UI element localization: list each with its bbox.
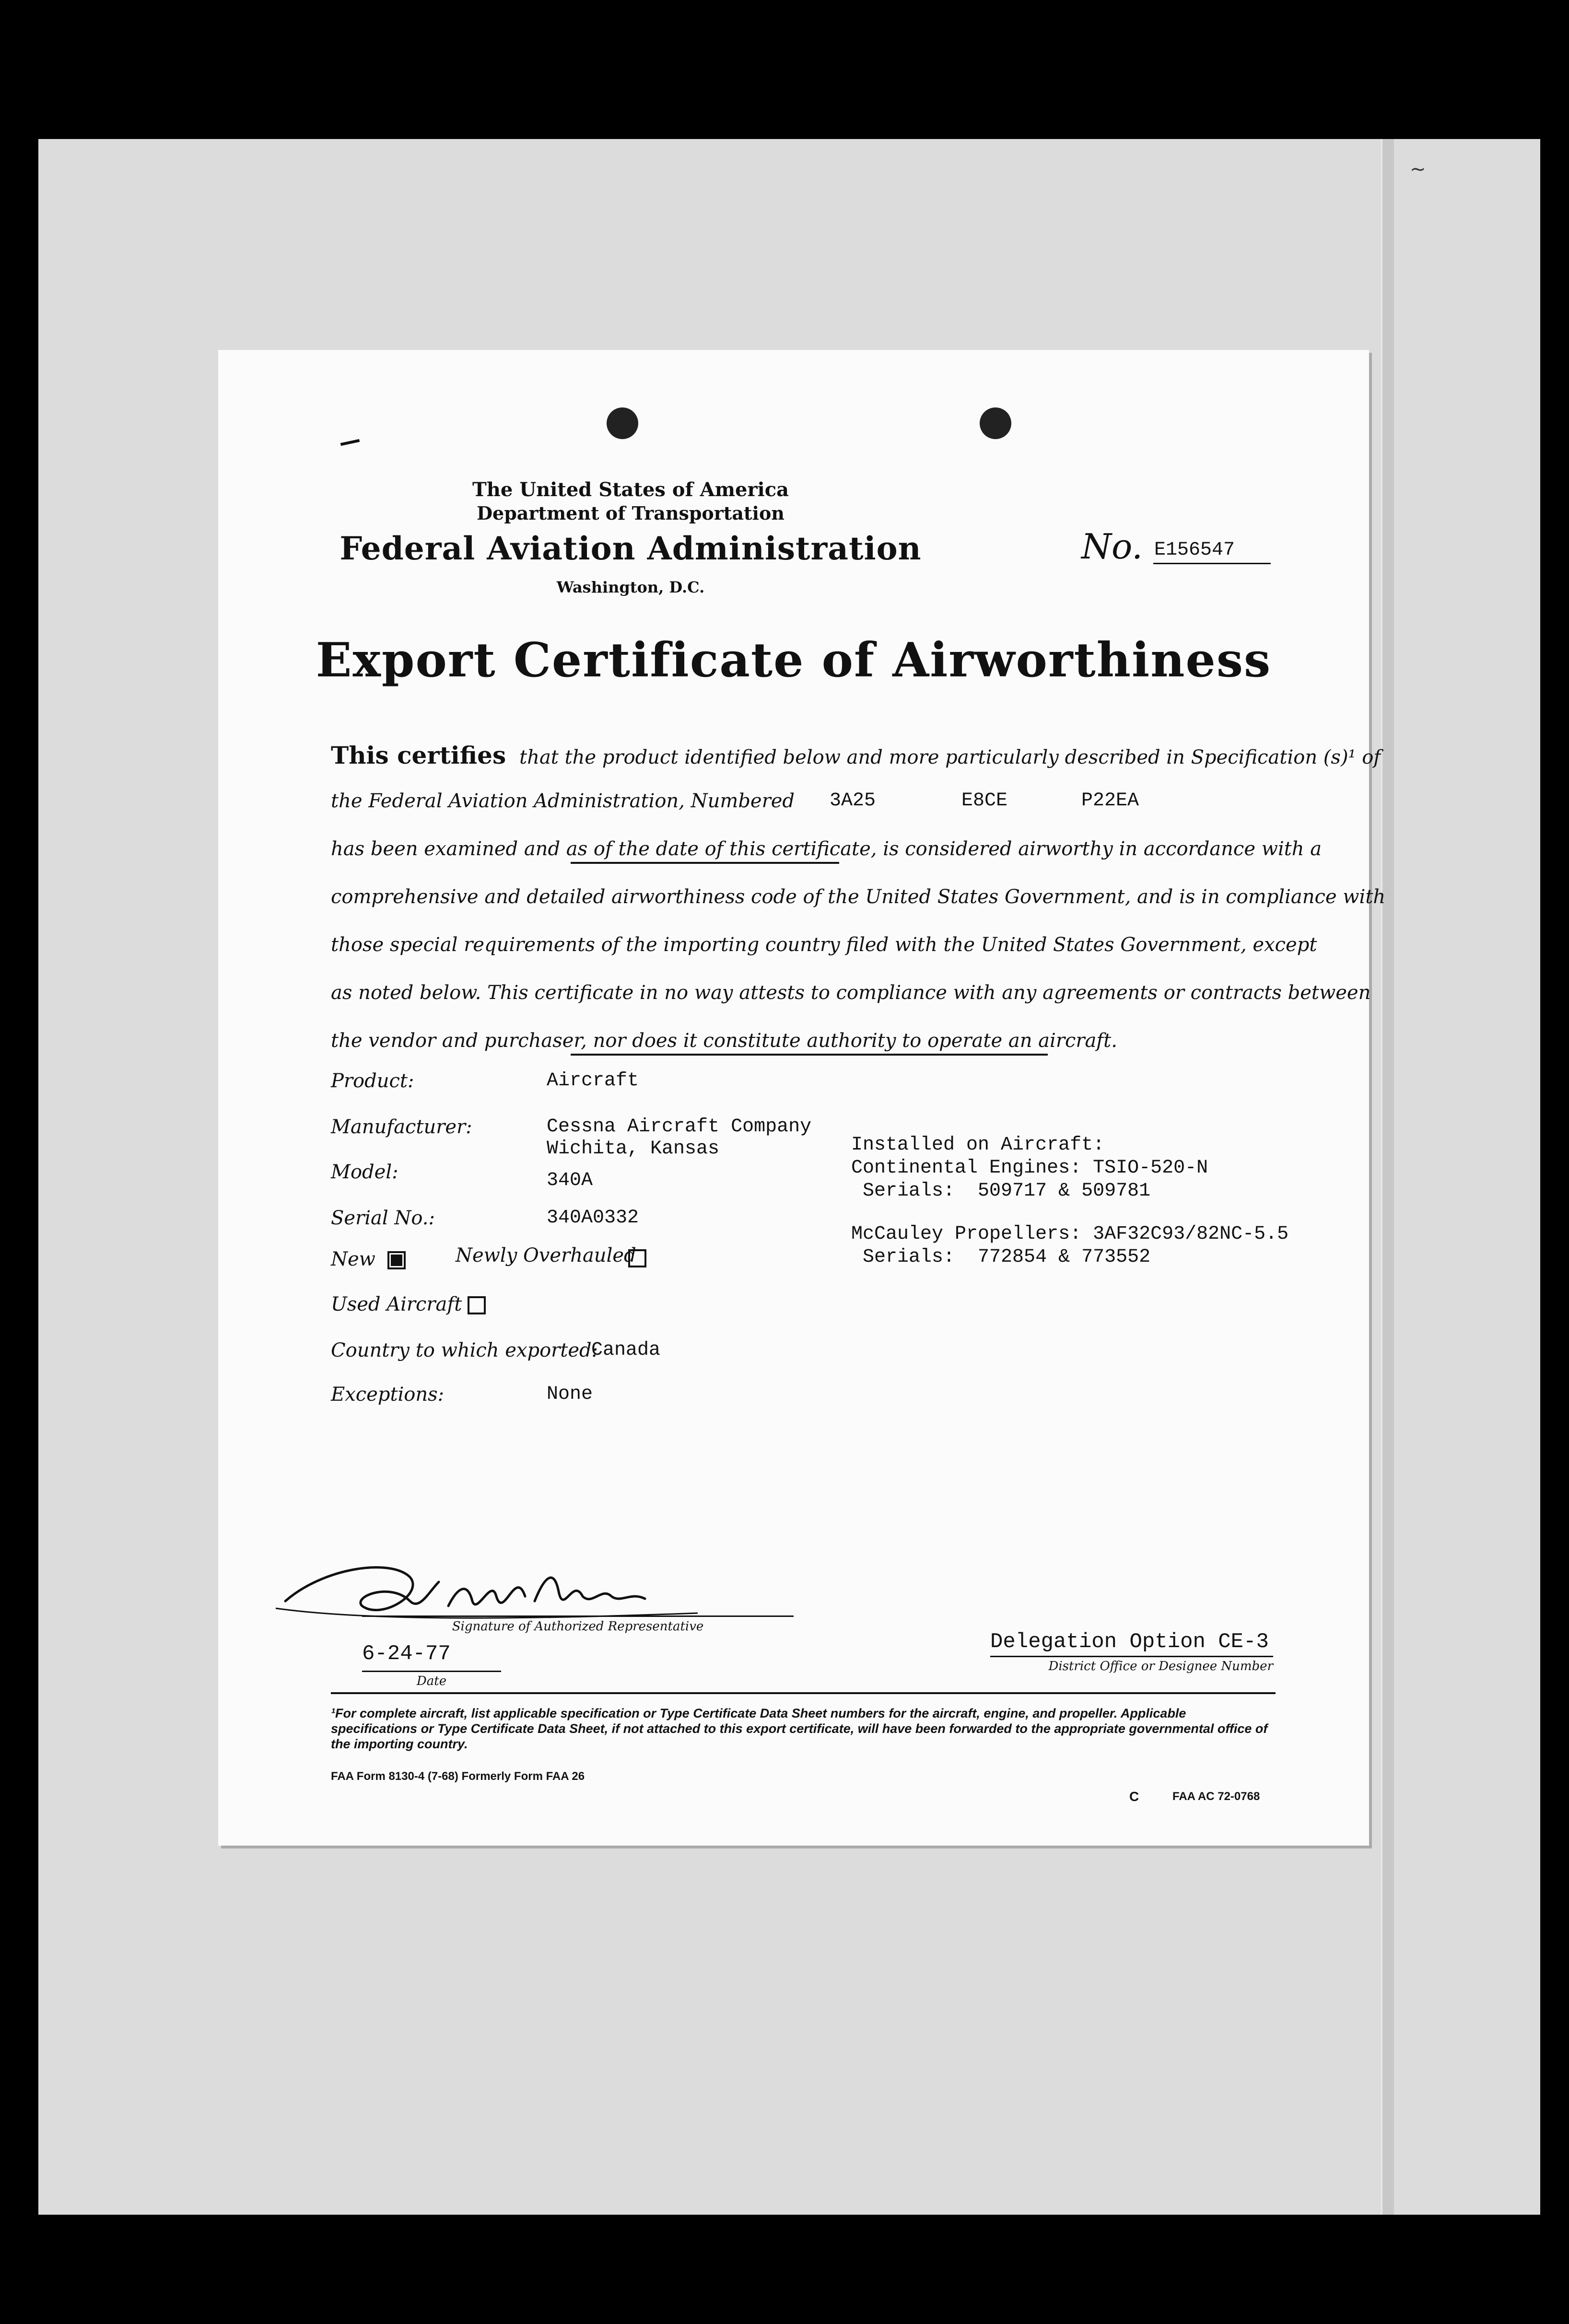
signature-line [362,1615,794,1617]
header-country: The United States of America [472,478,789,501]
body-line-1 [331,741,1381,769]
punch-hole [980,407,1011,439]
footnote: ¹For complete aircraft, list applicable specification or Type Certificate Data Sheet numbers for the aircraft, engine, and propeller. Applicable specifications or Type Certificate Data Sheet, if not attached to this export certificate, will have been forwarded to the appropriate governmental office of the importing country. [331,1706,1268,1751]
engine-serials: Serials: 509717 & 509781 [851,1180,1151,1202]
delegation-caption: District Office or Designee Number [1048,1659,1273,1673]
certificate-number-label: No. [1081,526,1143,567]
certifies-lead: This certifies [331,741,506,769]
signature-caption: Signature of Authorized Representative [452,1619,704,1634]
header-department: Department of Transportation [477,502,784,524]
punch-hole [607,407,638,439]
header-location: Washington, D.C. [556,578,705,596]
delegation-value: Delegation Option CE-3 [990,1630,1269,1654]
model-label: Model: [331,1161,398,1183]
certificate-page [218,350,1386,1846]
manufacturer-label: Manufacturer: [331,1116,472,1138]
spec-number: P22EA [1081,790,1139,812]
body-text-1: that the product identified below and more particularly described in Specification (s)¹ of [519,746,1381,768]
body-line-2: the Federal Aviation Administration, Numbered [331,790,795,812]
new-label: New [331,1248,375,1270]
date-line [362,1671,501,1672]
exceptions-label: Exceptions: [331,1383,445,1406]
body-line-3: has been examined and as of the date of this certificate, is considered airworthy in accordance with a [331,838,1322,860]
engines-line: Continental Engines: TSIO-520-N [851,1157,1208,1179]
certificate-number-rule [1153,563,1271,564]
spec-number: E8CE [961,790,1008,812]
exceptions-value: None [547,1383,593,1405]
country-label: Country to which exported: [331,1339,598,1361]
body-line-7: the vendor and purchaser, nor does it constitute authority to operate an aircraft. [331,1030,1117,1052]
folder-edge [1381,139,1394,2215]
manufacturer-name: Cessna Aircraft Company [547,1116,812,1138]
used-aircraft-label: Used Aircraft [331,1293,462,1315]
date-value: 6-24-77 [362,1642,451,1666]
country-value: Canada [591,1339,661,1361]
used-aircraft-checkbox[interactable] [468,1296,486,1314]
model-value: 340A [547,1170,593,1191]
installed-heading: Installed on Aircraft: [851,1134,1105,1156]
new-checkbox[interactable] [387,1251,406,1269]
certificate-title: Export Certificate of Airworthiness [316,633,1272,688]
propeller-serials: Serials: 772854 & 773552 [851,1246,1151,1268]
scan-artifact: ~ [1410,158,1426,180]
body-line-6: as noted below. This certificate in no way attests to compliance with any agreements or contracts between [331,982,1371,1004]
stray-mark [340,439,360,446]
product-value: Aircraft [547,1070,639,1092]
product-label: Product: [331,1070,414,1092]
handwritten-signature [266,1548,746,1630]
certificate-number: E156547 [1154,539,1235,561]
underline [571,1054,1048,1056]
delegation-line [990,1656,1273,1657]
body-line-5: those special requirements of the importing country filed with the United States Government, except [331,934,1317,956]
manufacturer-location: Wichita, Kansas [547,1138,720,1160]
spec-number: 3A25 [830,790,876,812]
form-number: FAA Form 8130-4 (7-68) Formerly Form FAA 26 [331,1770,585,1783]
serial-label: Serial No.: [331,1207,435,1229]
serial-value: 340A0332 [547,1207,639,1229]
header-agency: Federal Aviation Administration [340,530,922,567]
newly-overhauled-label: Newly Overhauled [456,1244,636,1267]
newly-overhauled-checkbox[interactable] [628,1249,646,1267]
underline [571,862,839,864]
propellers-line: McCauley Propellers: 3AF32C93/82NC-5.5 [851,1223,1289,1245]
date-caption: Date [416,1674,447,1688]
footnote-rule [331,1692,1276,1694]
ac-number: FAA AC 72-0768 [1172,1790,1260,1803]
body-line-4: comprehensive and detailed airworthiness code of the United States Government, and is in compliance with [331,886,1386,908]
corner-letter: C [1129,1789,1139,1804]
